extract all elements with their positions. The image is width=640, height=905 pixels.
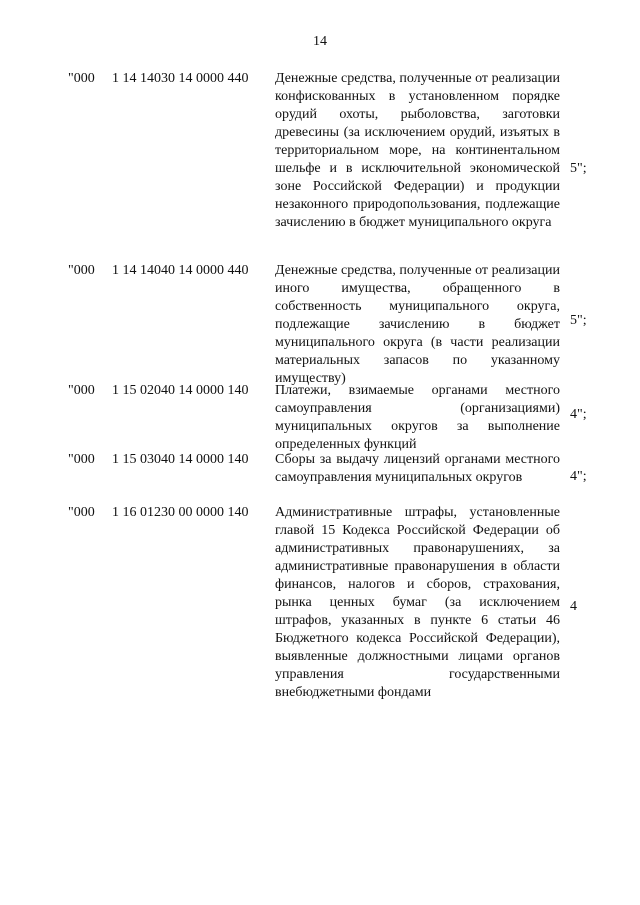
budget-classification-code: 1 16 01230 00 0000 140 [112, 505, 249, 520]
budget-classification-code: 1 14 14040 14 0000 440 [112, 263, 249, 278]
admin-code: "000 [68, 505, 95, 520]
income-description: Административные штрафы, установленные главой 15 Кодекса Российской Федерации об административных правонарушениях, за административные правонарушения в области финансов, налогов и сборов, страхования, рынка ценных бумаг (за исключением штрафов, указанных в пункте 6 статьи 46 Бюджетного кодекса Российской Федерации), выявленные должностными лицами органов управления государственными внебюджетными фондами [275, 505, 560, 700]
allocation-norm: 4"; [570, 469, 587, 484]
allocation-norm: 4 [570, 599, 577, 614]
admin-code: "000 [68, 263, 95, 278]
income-description: Платежи, взимаемые органами местного самоуправления (организациями) муниципальных округов за выполнение определенных функций [275, 383, 560, 452]
budget-classification-code: 1 15 02040 14 0000 140 [112, 383, 249, 398]
allocation-norm: 5"; [570, 313, 587, 328]
budget-classification-code: 1 15 03040 14 0000 140 [112, 452, 249, 467]
allocation-norm: 4"; [570, 407, 587, 422]
admin-code: "000 [68, 383, 95, 398]
income-description: Денежные средства, полученные от реализации конфискованных в установленном порядке орудий охоты, рыболовства, заготовки древесины (за исключением орудий, изъятых в территориальном море, на континентальном шельфе и в исключительной экономической зоне Российской Федерации) и продукции незаконного природопользования, подлежащие зачислению в бюджет муниципального округа [275, 71, 560, 230]
admin-code: "000 [68, 71, 95, 86]
allocation-norm: 5"; [570, 161, 587, 176]
budget-classification-code: 1 14 14030 14 0000 440 [112, 71, 249, 86]
income-description: Денежные средства, полученные от реализации иного имущества, обращенного в собственность муниципального округа, подлежащие зачислению в бюджет муниципального округа (в части реализации материальных запасов по указанному имуществу) [275, 263, 560, 386]
page-number: 14 [313, 34, 327, 49]
admin-code: "000 [68, 452, 95, 467]
income-description: Сборы за выдачу лицензий органами местного самоуправления муниципальных округов [275, 452, 560, 485]
